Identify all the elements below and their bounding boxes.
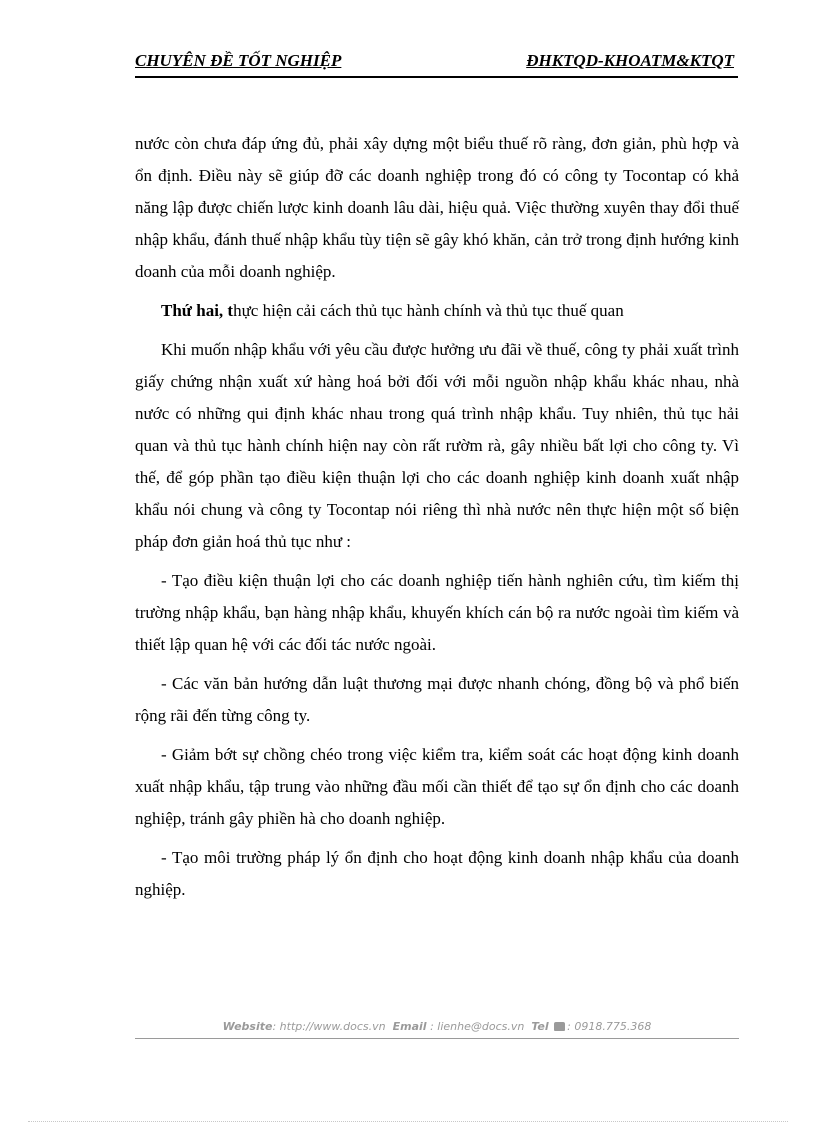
page-footer: [135, 1018, 739, 1039]
footer-email-label: Email: [392, 1020, 427, 1033]
header-title-right: ĐHKTQD-KHOATM&KTQT: [526, 51, 734, 70]
footer-website-label: Website: [222, 1020, 273, 1033]
paragraph-3: Khi muốn nhập khẩu với yêu cầu được hưởng ưu đãi về thuế, công ty phải xuất trình giấy chứng nhận xuất xứ hàng hoá bởi đối với mỗi nguồn nhập khẩu khác nhau, nhà nước có những qui định khác nhau trong quá trình nhập khẩu. Tuy nhiên, thủ tục hải quan và thủ tục hành chính hiện nay còn rất rườm rà, gây nhiều bất lợi cho công ty. Vì thế, để góp phần tạo điều kiện thuận lợi cho các doanh nghiệp kinh doanh xuất nhập khẩu nói chung và công ty Tocontap nói riêng thì nhà nước nên thực hiện một số biện pháp đơn giản hoá thủ tục như :: [135, 340, 739, 551]
paragraph-2-text: hực hiện cải cách thủ tục hành chính và thủ tục thuế quan: [233, 301, 624, 320]
bullet-item-4: - Tạo môi trường pháp lý ổn định cho hoạt động kinh doanh nhập khẩu của doanh nghiệp.: [135, 848, 739, 899]
page-header: [135, 50, 738, 78]
paragraph-2: [135, 295, 739, 327]
telephone-icon: [554, 1022, 565, 1031]
bullet-item-3: - Giảm bớt sự chồng chéo trong việc kiểm tra, kiểm soát các hoạt động kinh doanh xuất nhập khẩu, tập trung vào những đầu mối cần thiết để tạo sự ổn định cho các doanh nghiệp, tránh gây phiền hà cho doanh nghiệp.: [135, 745, 739, 828]
paragraph-2-lead: Thứ hai, t: [161, 301, 234, 320]
footer-tel-number: : 0918.775.368: [567, 1020, 652, 1033]
footer-email-link[interactable]: : lienhe@docs.vn: [430, 1020, 525, 1033]
bullet-item-1: - Tạo điều kiện thuận lợi cho các doanh nghiệp tiến hành nghiên cứu, tìm kiếm thị trường nhập khẩu, bạn hàng nhập khẩu, khuyến khích cán bộ ra nước ngoài tìm kiếm và thiết lập quan hệ với các đối tác nước ngoài.: [135, 571, 739, 654]
paragraph-1: nước còn chưa đáp ứng đủ, phải xây dựng một biểu thuế rõ ràng, đơn giản, phù hợp và ổn định. Điều này sẽ giúp đỡ các doanh nghiệp trong đó có công ty Tocontap có khả năng lập được chiến lược kinh doanh lâu dài, hiệu quả. Việc thường xuyên thay đổi thuế nhập khẩu, đánh thuế nhập khẩu tùy tiện sẽ gây khó khăn, cản trở trong định hướng kinh doanh của mỗi doanh nghiệp.: [135, 134, 739, 281]
page-bottom-edge: [28, 1121, 788, 1122]
header-title-left: CHUYÊN ĐỀ TỐT NGHIỆP: [135, 51, 342, 70]
document-body: [135, 128, 739, 913]
footer-website-link[interactable]: : http://www.docs.vn: [272, 1020, 386, 1033]
bullet-item-2: - Các văn bản hướng dẫn luật thương mại được nhanh chóng, đồng bộ và phổ biến rộng rãi đến từng công ty.: [135, 674, 739, 725]
footer-tel-label: Tel: [531, 1020, 549, 1033]
